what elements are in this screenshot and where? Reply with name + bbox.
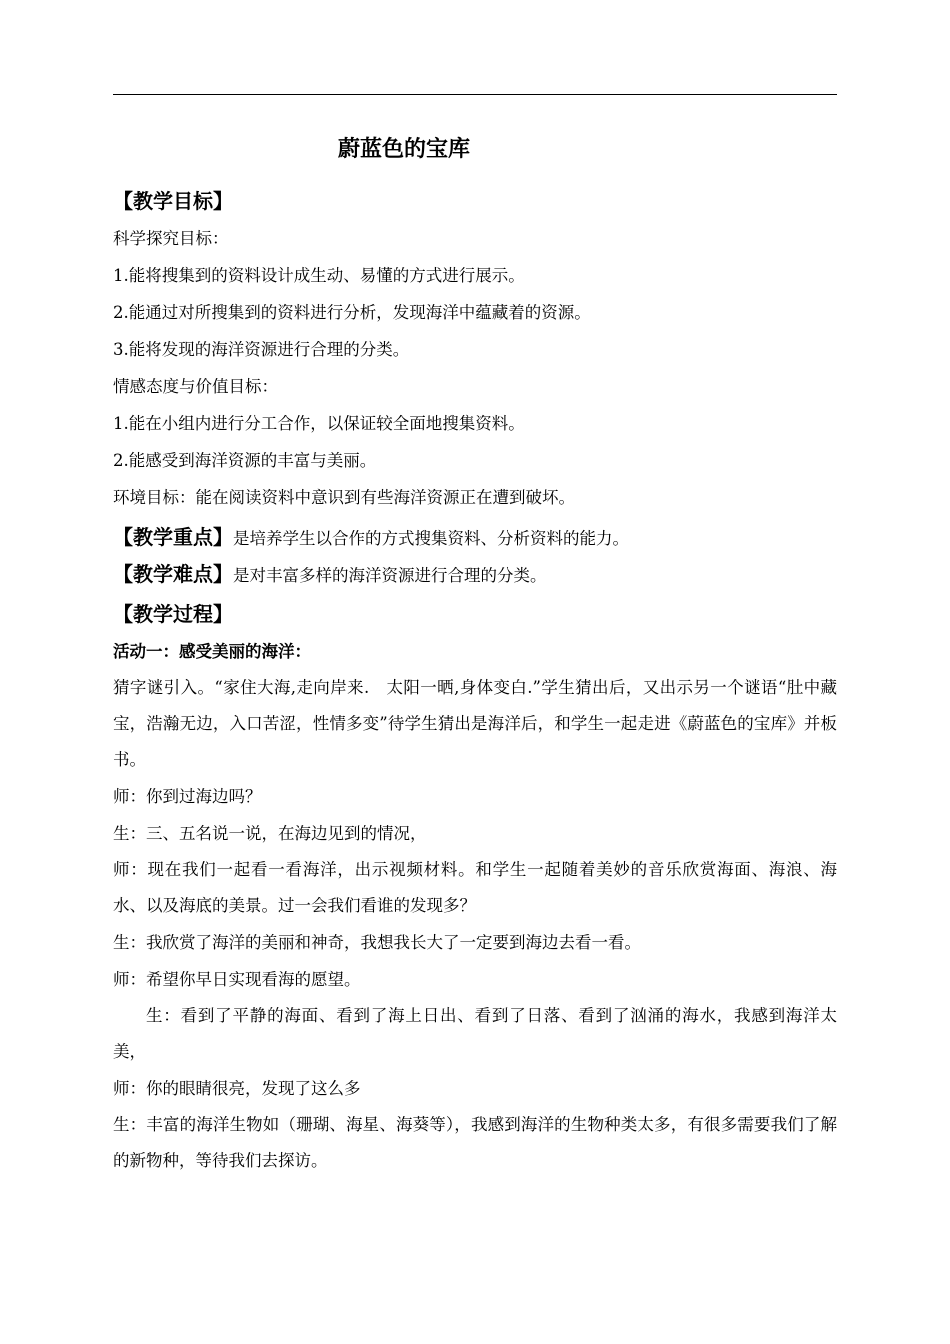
goals-heading: 【教学目标】 [113, 189, 233, 213]
difficulty-point [113, 556, 837, 593]
environment-goal: 环境目标：能在阅读资料中意识到有些海洋资源正在遭到破坏。 [113, 488, 575, 507]
header-rule [113, 94, 837, 95]
document-body [113, 183, 837, 1179]
paragraph: 生：看到了平静的海面、看到了海上日出、看到了日落、看到了汹涌的海水，我感到海洋太美， [113, 1006, 837, 1061]
paragraph: 师：你到过海边吗？ [113, 787, 262, 806]
paragraph: 师：希望你早日实现看海的愿望。 [113, 970, 361, 989]
paragraph: 生：我欣赏了海洋的美丽和神奇，我想我长大了一定要到海边去看一看。 [113, 933, 641, 952]
key-point-text: 是培养学生以合作的方式搜集资料、分析资料的能力。 [233, 529, 629, 548]
emotion-goals-label: 情感态度与价值目标： [113, 377, 278, 396]
paragraph: 师：你的眼睛很亮，发现了这么多 [113, 1079, 361, 1098]
document-title: 蔚蓝色的宝库 [337, 137, 470, 162]
emotion-goal-item: 2.能感受到海洋资源的丰富与美丽。 [113, 451, 377, 470]
paragraph: 生：丰富的海洋生物如（珊瑚、海星、海葵等），我感到海洋的生物种类太多，有很多需要我们了解的新物种，等待我们去探访。 [113, 1115, 837, 1170]
emotion-goal-item: 1.能在小组内进行分工合作，以保证较全面地搜集资料。 [113, 414, 525, 433]
difficulty-heading: 【教学难点】 [113, 562, 233, 586]
science-goals-label: 科学探究目标： [113, 229, 229, 248]
paragraph: 猜字谜引入。“家住大海,走向岸来. 太阳一晒,身体变白.”学生猜出后，又出示另一个谜语“肚中藏宝，浩瀚无边，入口苦涩，性情多变”待学生猜出是海洋后，和学生一起走进《蔚蓝色的宝库》并板书。 [113, 678, 837, 769]
process-heading: 【教学过程】 [113, 602, 233, 626]
science-goal-item: 3.能将发现的海洋资源进行合理的分类。 [113, 340, 410, 359]
activity-one-title: 活动一：感受美丽的海洋： [113, 642, 311, 661]
science-goal-item: 2.能通过对所搜集到的资料进行分析，发现海洋中蕴藏着的资源。 [113, 303, 591, 322]
science-goal-item: 1.能将搜集到的资料设计成生动、易懂的方式进行展示。 [113, 266, 525, 285]
paragraph: 师：现在我们一起看一看海洋，出示视频材料。和学生一起随着美妙的音乐欣赏海面、海浪、海水、以及海底的美景。过一会我们看谁的发现多？ [113, 860, 837, 915]
difficulty-text: 是对丰富多样的海洋资源进行合理的分类。 [233, 566, 547, 585]
paragraph: 生：三、五名说一说，在海边见到的情况， [113, 824, 427, 843]
key-point-heading: 【教学重点】 [113, 525, 233, 549]
key-point [113, 519, 837, 556]
